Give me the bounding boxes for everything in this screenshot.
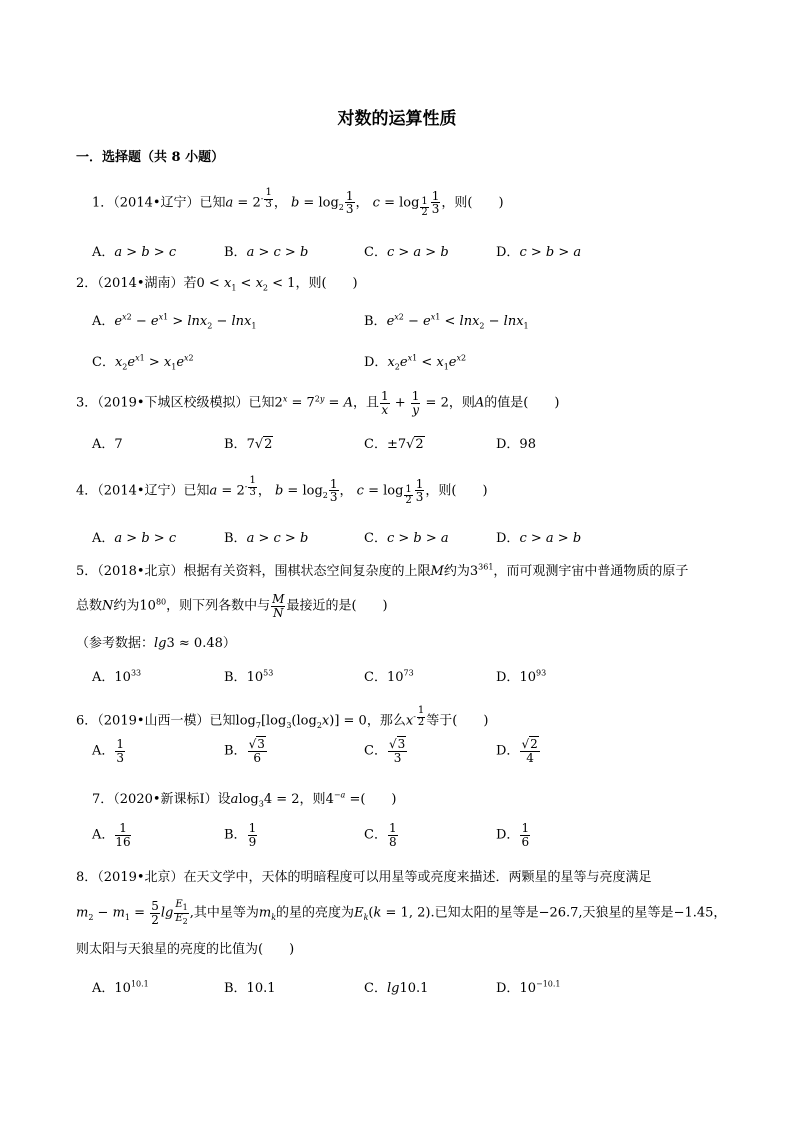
q1-option-d[interactable]: D．c > b > a [496,245,582,260]
question-7: 7．（2020•新课标Ⅰ）设alog$_3$4 = 2，则$4^{-a}$ =( ) [92,790,397,809]
q6-option-c[interactable]: C． $\frac{√3}{3}$ [364,737,406,765]
q5-option-d[interactable]: D．$10^{93}$ [496,668,547,685]
q2-option-b[interactable]: B．$e^{x2} - e^{x1} < \ln x_2 - \ln x_1$ [364,312,529,331]
q8-option-b[interactable]: B．10.1 [224,981,276,996]
q3-option-c[interactable]: C．±7√2 [364,437,424,452]
q1-option-a[interactable]: A．a > b > c [92,245,177,260]
q7-option-b[interactable]: B． $\frac{1}{9}$ [224,821,257,849]
q8-option-a[interactable]: A．$10^{10.1}$ [92,979,149,996]
q3-option-b[interactable]: B．7√2 [224,437,273,452]
q1-option-b[interactable]: B．a > c > b [224,245,309,260]
q2-option-d[interactable]: D．$x_2e^{x1} < x_1e^{x2}$ [364,353,467,372]
section-heading: 一．选择题（共 8 小题） [76,150,225,165]
page-title: 对数的运算性质 [337,109,457,129]
q7-option-d[interactable]: D． $\frac{1}{6}$ [496,821,530,849]
q5-option-c[interactable]: C．$10^{73}$ [364,668,414,685]
question-8-line-3: 则太阳与天狼星的亮度的比值为( ) [76,942,295,957]
question-1: 1．（2014•辽宁）已知$a = 2^{- \frac{1}{3}}$ ， $b = \log_2$ $\frac{1}{3}$ ， c = log $_{\frac{1}{2}}$ $\frac{1}{3}$ ，则( ) [92,187,504,219]
q6-option-a[interactable]: A． $\frac{1}{3}$ [92,737,125,765]
q5-option-b[interactable]: B．$10^{53}$ [224,668,274,685]
q4-option-d[interactable]: D．c > a > b [496,531,582,546]
q2-option-a[interactable]: A．$e^{x2} - e^{x1} > \ln x_2 - \ln x_1$ [92,312,257,331]
q6-option-d[interactable]: D． $\frac{√2}{4}$ [496,737,538,765]
q1-option-c[interactable]: C．c > a > b [364,245,449,260]
question-8-line-2: $m_2 - m_1$ = $\frac{5}{2}$ lg $\frac{E_1}{E_2}$ ,其中星等为$m_k$的星的亮度为$E_k(k = 1$, 2).已知太阳的星等是−26.7,天狼星的星等是−1.45， [76,899,727,927]
q5-option-a[interactable]: A．$10^{33}$ [92,668,142,685]
q7-option-a[interactable]: A． $\frac{1}{16}$ [92,821,131,849]
q4-option-b[interactable]: B．a > c > b [224,531,309,546]
q3-option-d[interactable]: D．98 [496,437,536,452]
question-3: 3．（2019•下城区校级模拟）已知$2^x = 7^{2y} = A$，且 $\frac{1}{x}$ + $\frac{1}{y}$ = 2，则A的值是( ) [76,389,560,417]
q2-option-c[interactable]: C．$x_2e^{x1} > x_1e^{x2}$ [92,353,194,372]
q4-option-c[interactable]: C．c > b > a [364,531,449,546]
question-5-line-2: 总数N约为$10^{80}$，则下列各数中与 $\frac{M}{N}$ 最接近的是( ) [76,592,388,620]
q7-option-c[interactable]: C． $\frac{1}{8}$ [364,821,397,849]
question-5-line-1: 5．（2018•北京）根据有关资料，围棋状态空间复杂度的上限M约为$3^{361}$，而可观测宇宙中普通物质的原子 [76,562,689,579]
q8-option-c[interactable]: C．lg10.1 [364,981,429,996]
question-6: 6．（2019•山西一模）已知$\log_7[\log_3(\log_2x)] = 0$，那么$x^{- \frac{1}{2}}$ 等于( ) [76,705,489,730]
q8-option-d[interactable]: D．$10^{-10.1}$ [496,979,561,996]
question-8-line-1: 8．（2019•北京）在天文学中，天体的明暗程度可以用星等或亮度来描述．两颗星的星等与亮度满足 [76,870,652,885]
q1-prefix: 1．（2014•辽宁）已知 [92,195,226,211]
question-4: 4．（2014•辽宁）已知$a = 2^{- \frac{1}{3}}$ ， $b = \log_2$ $\frac{1}{3}$ ， c = log $_{\frac{1}{2}}$ $\frac{1}{3}$ ，则( ) [76,475,488,507]
q4-option-a[interactable]: A．a > b > c [92,531,177,546]
q6-option-b[interactable]: B． $\frac{√3}{6}$ [224,737,265,765]
question-2: 2．（2014•湖南）若$0 < x_1 < x_2 < 1$，则( ) [76,276,358,293]
question-5-reference: （参考数据：lg3 ≈ 0.48） [76,636,236,651]
q3-option-a[interactable]: A．7 [92,437,123,452]
